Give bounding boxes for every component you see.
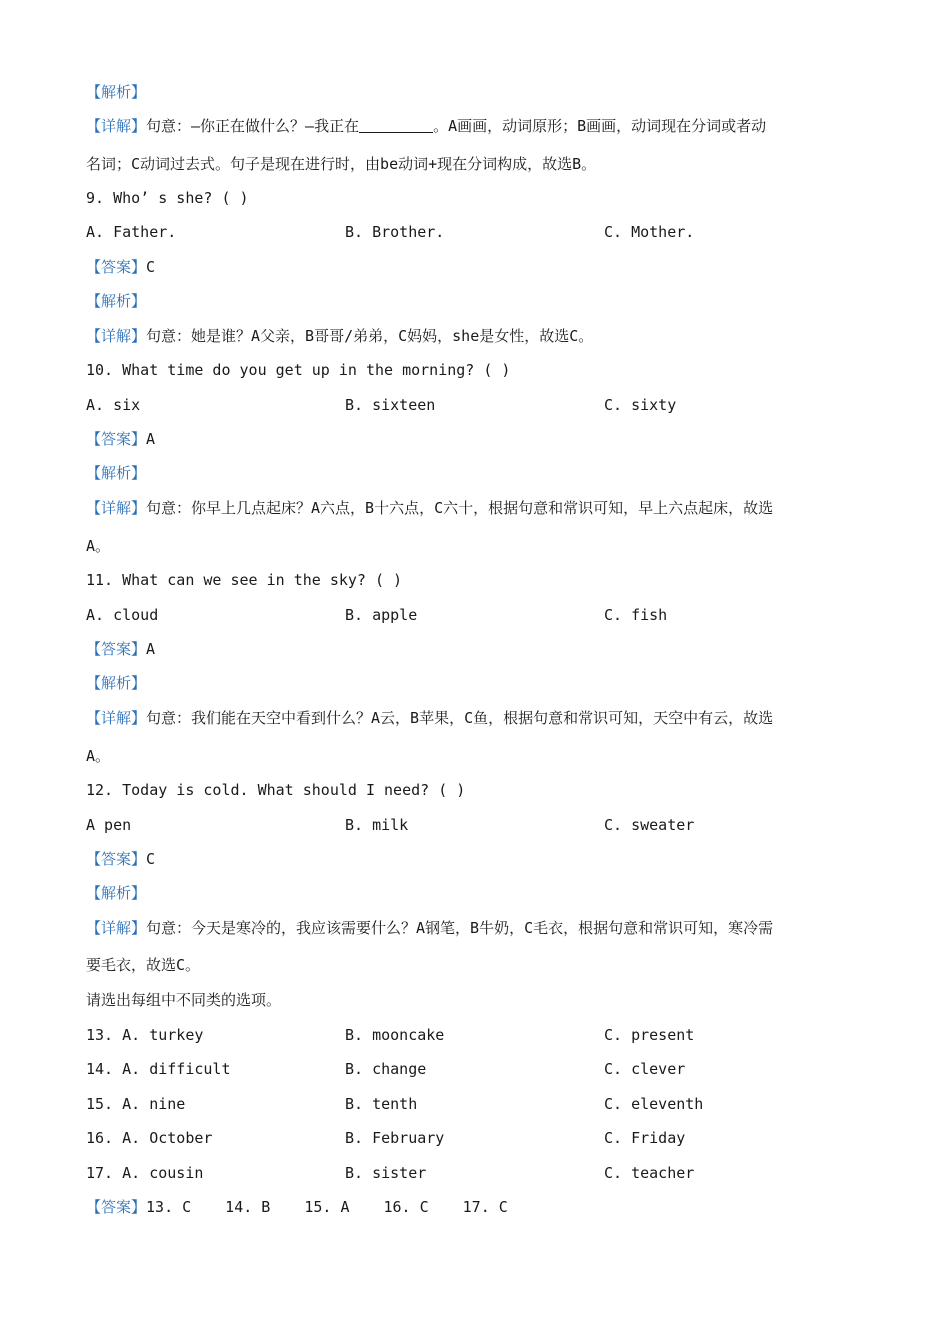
answer-13: 13. C xyxy=(146,1198,192,1216)
option-a: A. six xyxy=(86,396,141,414)
item-c: C. teacher xyxy=(604,1164,695,1182)
answer-line xyxy=(86,849,155,869)
detail-label: 【详解】 xyxy=(86,117,147,135)
answer-16: 16. C xyxy=(383,1198,429,1216)
detail-line xyxy=(86,708,773,728)
option-a: A. cloud xyxy=(86,606,159,624)
option-b: B. apple xyxy=(345,606,418,624)
detail-line: 名词；C动词过去式。句子是现在进行时，由be动词+现在分词构成，故选B。 xyxy=(86,155,597,173)
answer-value: C xyxy=(146,850,156,868)
detail-line: A。 xyxy=(86,747,111,765)
option-b: B. milk xyxy=(345,816,409,834)
answer-label: 【答案】 xyxy=(86,258,147,276)
detail-text: 句意：—你正在做什么？—我正在 xyxy=(146,117,360,135)
detail-line xyxy=(86,918,773,938)
detail-line xyxy=(86,116,766,136)
item-b: B. sister xyxy=(345,1164,427,1182)
answer-label: 【答案】 xyxy=(86,640,147,658)
item-b: B. mooncake xyxy=(345,1026,445,1044)
answer-label: 【答案】 xyxy=(86,1198,147,1216)
detail-label: 【详解】 xyxy=(86,919,147,937)
question-stem: 9. Who’ s she? ( ) xyxy=(86,189,249,207)
analysis-label: 【解析】 xyxy=(86,83,147,101)
detail-text-tail: 。A画画，动词原形；B画画，动词现在分词或者动 xyxy=(433,117,767,135)
option-a: A pen xyxy=(86,816,132,834)
analysis-label: 【解析】 xyxy=(86,292,147,310)
item-b: B. February xyxy=(345,1129,445,1147)
detail-label: 【详解】 xyxy=(86,709,147,727)
answer-blank xyxy=(359,118,433,133)
detail-line: 要毛衣，故选C。 xyxy=(86,956,201,974)
detail-line: A。 xyxy=(86,537,111,555)
question-stem: 10. What time do you get up in the morning? ( ) xyxy=(86,361,511,379)
item-c: C. eleventh xyxy=(604,1095,704,1113)
detail-text: 句意：今天是寒冷的，我应该需要什么？A钢笔，B牛奶，C毛衣，根据句意和常识可知，寒冷需 xyxy=(146,919,774,937)
analysis-label: 【解析】 xyxy=(86,884,147,902)
item-a: 17. A. cousin xyxy=(86,1164,204,1182)
section-instruction: 请选出每组中不同类的选项。 xyxy=(86,991,282,1009)
item-b: B. change xyxy=(345,1060,427,1078)
item-c: C. Friday xyxy=(604,1129,686,1147)
answer-line xyxy=(86,639,155,659)
answer-15: 15. A xyxy=(304,1198,350,1216)
answer-label: 【答案】 xyxy=(86,850,147,868)
analysis-label: 【解析】 xyxy=(86,674,147,692)
answer-17: 17. C xyxy=(462,1198,508,1216)
option-a: A. Father. xyxy=(86,223,177,241)
detail-label: 【详解】 xyxy=(86,499,147,517)
item-a: 14. A. difficult xyxy=(86,1060,231,1078)
item-a: 13. A. turkey xyxy=(86,1026,204,1044)
answer-value: A xyxy=(146,430,156,448)
detail-line xyxy=(86,326,593,346)
answer-label: 【答案】 xyxy=(86,430,147,448)
item-c: C. present xyxy=(604,1026,695,1044)
option-b: B. Brother. xyxy=(345,223,445,241)
item-a: 16. A. October xyxy=(86,1129,213,1147)
option-c: C. Mother. xyxy=(604,223,695,241)
answer-value: A xyxy=(146,640,156,658)
option-c: C. sixty xyxy=(604,396,677,414)
option-c: C. fish xyxy=(604,606,668,624)
item-c: C. clever xyxy=(604,1060,686,1078)
question-stem: 11. What can we see in the sky? ( ) xyxy=(86,571,403,589)
answer-line xyxy=(86,257,155,277)
answer-value: C xyxy=(146,258,156,276)
option-c: C. sweater xyxy=(604,816,695,834)
detail-text: 句意：她是谁？A父亲，B哥哥/弟弟，C妈妈，she是女性，故选C。 xyxy=(146,327,594,345)
question-stem: 12. Today is cold. What should I need? ( ) xyxy=(86,781,466,799)
detail-line xyxy=(86,498,773,518)
item-b: B. tenth xyxy=(345,1095,418,1113)
answer-14: 14. B xyxy=(225,1198,271,1216)
item-a: 15. A. nine xyxy=(86,1095,186,1113)
answer-line xyxy=(86,429,155,449)
section-answer-line xyxy=(86,1197,508,1217)
detail-text: 句意：我们能在天空中看到什么？A云，B苹果，C鱼，根据句意和常识可知，天空中有云，故选 xyxy=(146,709,774,727)
option-b: B. sixteen xyxy=(345,396,436,414)
detail-label: 【详解】 xyxy=(86,327,147,345)
analysis-label: 【解析】 xyxy=(86,464,147,482)
detail-text: 句意：你早上几点起床？A六点，B十六点，C六十，根据句意和常识可知，早上六点起床，故选 xyxy=(146,499,774,517)
